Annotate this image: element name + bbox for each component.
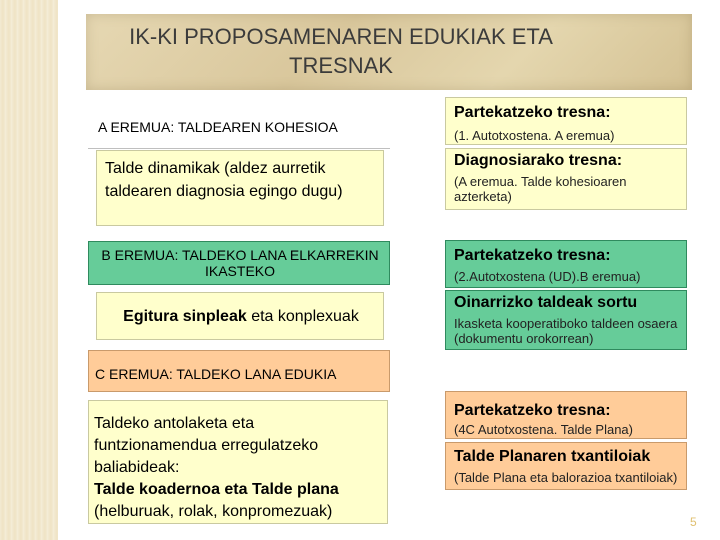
diagnosiarako-tresna-sub: (A eremua. Talde kohesioaren azterketa) bbox=[454, 174, 627, 204]
partekatzeko-tresna-3-heading: Partekatzeko tresna: bbox=[454, 402, 611, 419]
partekatzeko-tresna-2-sub: (2.Autotxostena (UD).B eremua) bbox=[454, 269, 641, 284]
page-number: 5 bbox=[690, 515, 697, 529]
b-eremua-label: B EREMUA: TALDEKO LANA ELKARREKIN IKASTEKO bbox=[101, 247, 379, 279]
diagnosiarako-tresna-box bbox=[445, 148, 687, 210]
decorative-left-strip bbox=[0, 0, 58, 540]
talde-dinamikak-box bbox=[96, 150, 384, 226]
partekatzeko-tresna-2-box bbox=[445, 240, 687, 288]
partekatzeko-tresna-1-heading: Partekatzeko tresna: bbox=[454, 104, 611, 121]
partekatzeko-tresna-3-sub: (4C Autotxostena. Talde Plana) bbox=[454, 422, 633, 437]
divider bbox=[88, 148, 390, 149]
slide-title: IK-KI PROPOSAMENAREN EDUKIAK ETA TRESNAK bbox=[129, 24, 553, 78]
egitura-box bbox=[96, 292, 384, 340]
diagnosiarako-tresna-heading: Diagnosiarako tresna: bbox=[454, 152, 623, 169]
oinarrizko-taldeak-heading: Oinarrizko taldeak sortu bbox=[454, 294, 638, 311]
partekatzeko-tresna-1-sub: (1. Autotxostena. A eremua) bbox=[454, 128, 615, 143]
talde-dinamikak-text bbox=[105, 157, 377, 203]
taldeko-bold: Talde koadernoa eta Talde plana bbox=[94, 481, 339, 498]
talde-dinamikak-rest: (aldez aurretik taldearen diagnosia egingo dugu) bbox=[105, 160, 343, 200]
c-eremua-label: C EREMUA: TALDEKO LANA EDUKIA bbox=[95, 366, 337, 382]
egitura-bold: Egitura sinpleak bbox=[123, 308, 247, 325]
oinarrizko-taldeak-box bbox=[445, 290, 687, 350]
partekatzeko-tresna-3-box bbox=[445, 391, 687, 439]
talde-planaren-txantiloiak-sub: (Talde Plana eta balorazioa txantiloiak) bbox=[454, 470, 678, 485]
b-eremua-box bbox=[88, 241, 390, 285]
a-eremua-label: A EREMUA: TALDEAREN KOHESIOA bbox=[98, 119, 338, 135]
partekatzeko-tresna-1-box bbox=[445, 97, 687, 145]
taldeko-antolaketa-box bbox=[88, 400, 388, 524]
c-eremua-box bbox=[88, 350, 390, 392]
talde-planaren-txantiloiak-box bbox=[445, 442, 687, 490]
taldeko-line1: Taldeko antolaketa eta funtzionamendua erregulatzeko baliabideak: bbox=[94, 415, 319, 476]
taldeko-line3: (helburuak, rolak, konpromezuak) bbox=[94, 503, 333, 520]
oinarrizko-taldeak-sub: Ikasketa kooperatiboko taldeen osaera (dokumentu orokorrean) bbox=[454, 316, 678, 346]
partekatzeko-tresna-2-heading: Partekatzeko tresna: bbox=[454, 247, 611, 264]
egitura-rest: eta konplexuak bbox=[246, 308, 359, 325]
talde-planaren-txantiloiak-heading: Talde Planaren txantiloiak bbox=[454, 448, 651, 465]
a-eremua-box bbox=[88, 108, 390, 148]
egitura-text bbox=[97, 307, 385, 326]
talde-dinamikak-bold: Talde dinamikak bbox=[105, 160, 220, 177]
